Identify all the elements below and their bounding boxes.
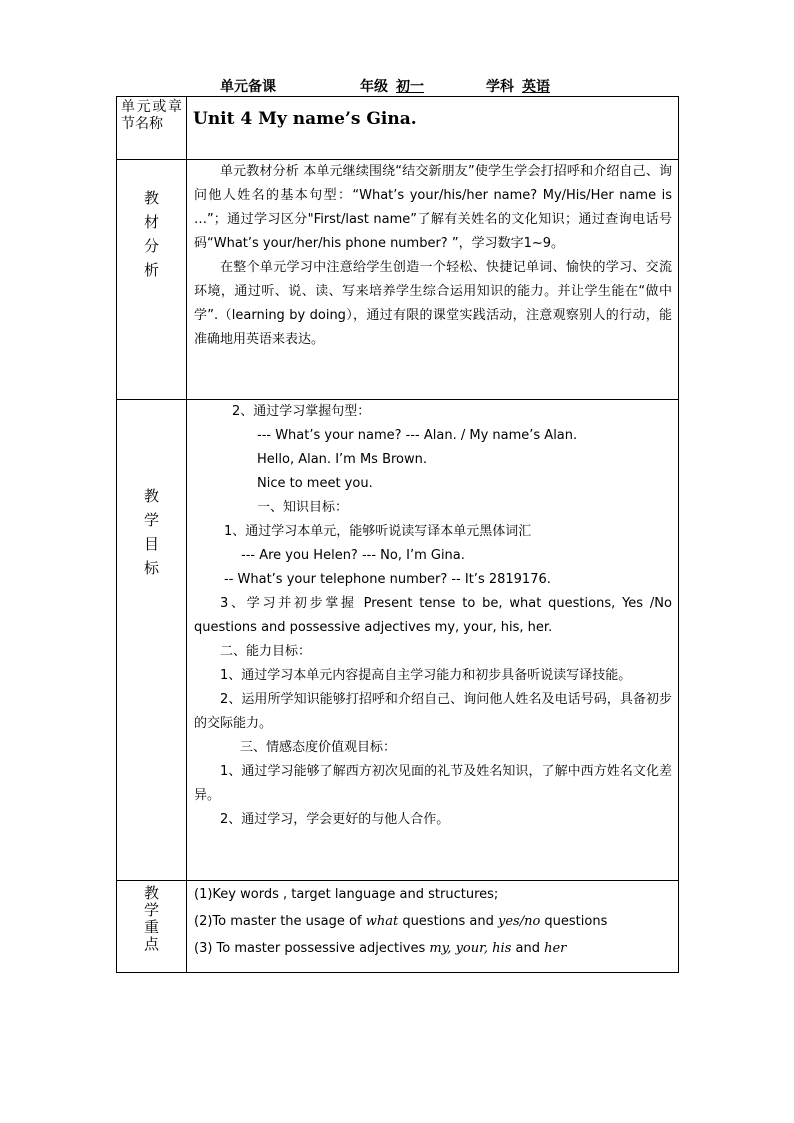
goals-label-cell xyxy=(117,400,187,881)
focus-row xyxy=(117,881,679,973)
doc-type: 单元备课 xyxy=(220,79,276,95)
goals-line: 三、情感态度价值观目标： xyxy=(240,740,397,755)
focus-line-2: (2)To master the usage of what questions and yes/no questions xyxy=(194,914,608,929)
goals-line: 一、知识目标： xyxy=(257,500,349,515)
unit-title: Unit 4 My name’s Gina. xyxy=(187,97,679,160)
subject-label: 学科 xyxy=(486,79,514,95)
focus-label: 教 学 重 点 xyxy=(143,884,159,953)
goals-label: 教 学 目 标 xyxy=(143,487,159,577)
lesson-plan-table xyxy=(116,96,679,973)
subject-field xyxy=(486,76,554,96)
analysis-content xyxy=(187,160,679,400)
goals-content xyxy=(187,400,679,881)
goals-line: -- What’s your telephone number? -- It’s 2819176. xyxy=(224,572,551,587)
goals-line: 二、能力目标： xyxy=(220,644,312,659)
analysis-paragraph-1: 单元教材分析 本单元继续围绕“结交新朋友”使学生学会打招呼和介绍自己、询问他人姓名的基本句型：“What’s your/his/her name? My/His/Her name is …”；通过学习区分"First/last name”了解有关姓名的文化知识；通过查询电话号码“What’s your/her/his phone number? ”，学习数字1~9。 xyxy=(194,164,672,251)
goals-line: 3、学习并初步掌握 Present tense to be, what questions, Yes /No questions and possessive adjectives my, your, his, her. xyxy=(194,596,672,635)
goals-row xyxy=(117,400,679,881)
focus-label-cell xyxy=(117,881,187,973)
analysis-row xyxy=(117,160,679,400)
goals-line: Nice to meet you. xyxy=(257,476,373,491)
focus-line-1: (1)Key words , target language and structures; xyxy=(194,887,499,902)
unit-row xyxy=(117,97,679,160)
goals-line: --- What’s your name? --- Alan. / My name’s Alan. xyxy=(257,428,578,443)
goals-line: 2、通过学习掌握句型： xyxy=(232,404,371,419)
goals-line: 1、通过学习能够了解西方初次见面的礼节及姓名知识，了解中西方姓名文化差异。 xyxy=(194,764,672,803)
analysis-label-cell xyxy=(117,160,187,400)
analysis-label: 教 材 分 析 xyxy=(143,189,159,279)
document-header xyxy=(116,76,678,96)
subject-value: 英语 xyxy=(522,79,550,95)
goals-line: 2、通过学习，学会更好的与他人合作。 xyxy=(220,812,450,827)
grade-field xyxy=(360,76,428,96)
focus-line-3: (3) To master possessive adjectives my, your, his and her xyxy=(194,941,567,956)
goals-line: --- Are you Helen? --- No, I’m Gina. xyxy=(241,548,465,563)
goals-line: 1、通过学习本单元，能够听说读写译本单元黑体词汇 xyxy=(224,524,532,539)
goals-line: Hello, Alan. I’m Ms Brown. xyxy=(257,452,428,467)
goals-line: 2、运用所学知识能够打招呼和介绍自己、询问他人姓名及电话号码，具备初步的交际能力。 xyxy=(194,692,672,731)
grade-label: 年级 xyxy=(360,79,388,95)
grade-value: 初一 xyxy=(396,79,424,95)
unit-label: 单元或章节名称 xyxy=(117,97,187,160)
analysis-paragraph-2: 在整个单元学习中注意给学生创造一个轻松、快捷记单词、愉快的学习、交流环境，通过听、说、读、写来培养学生综合运用知识的能力。并让学生能在“做中学”.（learning by doing），通过有限的课堂实践活动，注意观察别人的行动，能准确地用英语来表达。 xyxy=(194,260,672,347)
focus-content xyxy=(187,881,679,973)
goals-line: 1、通过学习本单元内容提高自主学习能力和初步具备听说读写译技能。 xyxy=(220,668,632,683)
